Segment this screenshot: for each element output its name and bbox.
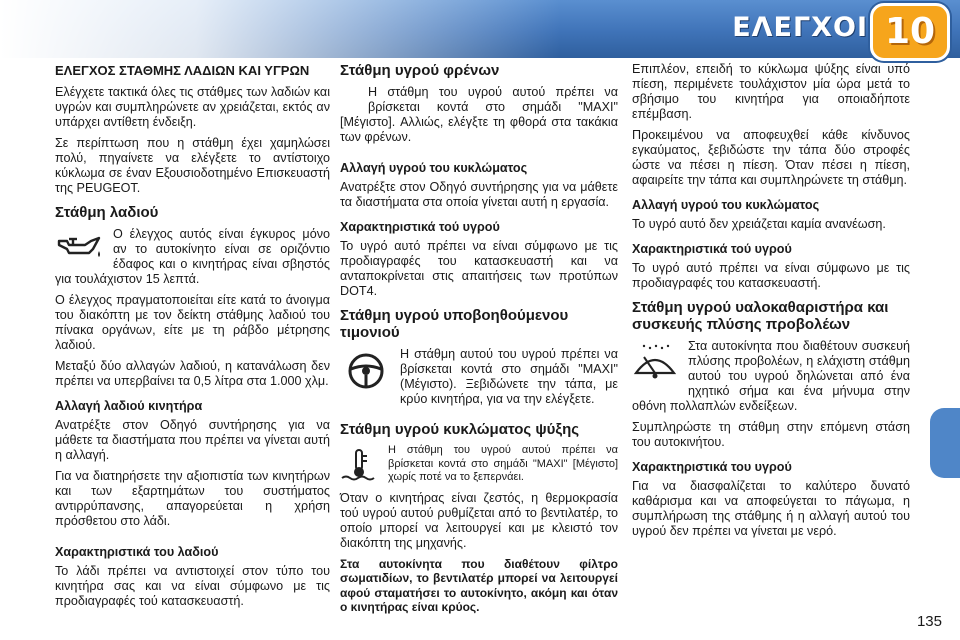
windscreen-washer-icon	[632, 343, 678, 384]
intro-paragraph: Ελέγχετε τακτικά όλες τις στάθμες των λαδιών και υγρών και συμπληρώνετε αν χρειάζεται, εκτός αν υπάρχει αντίθετη ένδειξη.	[55, 85, 330, 129]
paragraph: Για να διασφαλίζεται το καλύτερο δυνατό καθάρισμα και να αποφεύγεται το πάγωμα, η συμπλήρωση της στάθμης ή η αλλαγή αυτού του υγρού δεν πρέπει να γίνεται με νερό.	[632, 479, 910, 538]
paragraph: Το υγρό αυτό δεν χρειάζεται καμία ανανέωση.	[632, 217, 886, 231]
paragraph: Προκειμένου να αποφευχθεί κάθε κίνδυνος εγκαύματος, ξεβιδώστε την τάπα δύο στροφές ώστε να πέσει η πίεση. Όταν πέσει η πίεση, αφαιρείτε την τάπα και συμπληρώνετε τη στάθμη.	[632, 128, 910, 187]
section-heading: ΕΛΕΓΧΟΣ ΣΤΑΘΜΗΣ ΛΑΔΙΩΝ ΚΑΙ ΥΓΡΩΝ	[55, 63, 310, 78]
subheading: Χαρακτηριστικά του λαδιού	[55, 545, 219, 559]
paragraph: Μεταξύ δύο αλλαγών λαδιού, η κατανάλωση δεν πρέπει να υπερβαίνει τα 0,5 λίτρα στα 1.000 χλμ.	[55, 359, 330, 388]
intro-paragraph: Σε περίπτωση που η στάθμη έχει χαμηλώσει πολύ, πηγαίνετε να ελέγξετε το αντίστοιχο κύκλωμα σε έναν Εξουσιοδοτημένο Επισκευαστή της PEUGEOT.	[55, 136, 330, 195]
brake-fluid-heading: Στάθμη υγρού φρένων	[340, 62, 500, 79]
paragraph: Ανατρέξτε στον Οδηγό συντήρησης για να μάθετε τα διαστήματα που πρέπει να γίνεται αυτή η αλλαγή.	[55, 418, 330, 462]
chapter-badge	[870, 3, 950, 61]
paragraph: Το λάδι πρέπει να αντιστοιχεί στον τύπο του κινητήρα σας και να είναι σύμφωνο με τις προδιαγραφές τού κατασκευαστή.	[55, 564, 330, 608]
washer-fluid-block	[632, 339, 910, 420]
page-number: 135	[916, 613, 942, 630]
paragraph: Στα αυτοκίνητα που διαθέτουν συσκευή πλύσης προβολέων, η ελάχιστη στάθμη αυτού του υγρού δηλώνεται από ένα ηχητικό σήμα και ένα μήνυμα στην οθόνη πολλαπλών ενδείξεων.	[632, 339, 910, 413]
washer-fluid-heading: Στάθμη υγρού υαλοκαθαριστήρα και συσκευής πλύσης προβολέων	[632, 299, 889, 333]
paragraph: Ο έλεγχος αυτός είναι έγκυρος μόνο αν το αυτοκίνητο είναι σε οριζόντιο έδαφος και ο κινητήρας είναι σβηστός για τουλάχιστον 15 λεπτά.	[55, 227, 330, 286]
paragraph: Συμπληρώστε τη στάθμη στην επόμενη στάση του αυτοκινήτου.	[632, 420, 910, 449]
subheading: Χαρακτηριστικά τού υγρού	[340, 220, 500, 234]
subheading: Χαρακτηριστικά τού υγρού	[632, 242, 792, 256]
chapter-number: 10	[884, 11, 936, 52]
coolant-temperature-icon	[340, 448, 378, 487]
paragraph: Η στάθμη αυτού του υγρού πρέπει να βρίσκεται κοντά στο σημάδι "MAXI" (Μέγιστο). Ξεβιδώνετε την τάπα, με κρύο κινητήρα, για να την ελέγξετε.	[400, 347, 618, 406]
column-1	[55, 62, 330, 615]
coolant-heading: Στάθμη υγρού κυκλώματος ψύξης	[340, 421, 580, 438]
oil-can-icon	[55, 231, 103, 266]
note-paragraph: Η στάθμη του υγρού αυτού πρέπει να βρίσκεται κοντά στο σημάδι "MAXI" [Μέγιστο] χωρίς ποτέ να το ξεπερνάει.	[388, 444, 618, 483]
subheading: Αλλαγή υγρού του κυκλώματος	[632, 198, 820, 212]
paragraph: Το υγρό αυτό πρέπει να είναι σύμφωνο με τις προδιαγραφές του κατασκευαστή.	[632, 261, 910, 290]
subheading: Αλλαγή λαδιού κινητήρα	[55, 399, 203, 413]
coolant-block	[340, 444, 618, 491]
paragraph: Για να διατηρήσετε την αξιοπιστία των κινητήρων και των εξαρτημάτων του συστήματος αντιρρύπανσης, απαγορεύεται η χρήση πρόσθετου στο λάδι.	[55, 469, 330, 528]
chapter-title: ΕΛΕΓΧΟΙ	[732, 12, 868, 43]
steering-wheel-icon	[346, 351, 386, 396]
header-fade	[0, 0, 560, 58]
subheading: Αλλαγή υγρού του κυκλώματος	[340, 161, 528, 175]
warning-paragraph: Στα αυτοκίνητα που διαθέτουν φίλτρο σωματιδίων, το βεντιλατέρ μπορεί να λειτουργεί αφού σταματήσει το αυτοκίνητο, ακόμη και όταν ο κινητήρας είναι κρύος.	[340, 556, 618, 614]
paragraph: Ανατρέξτε στον Οδηγό συντήρησης για να μάθετε τα διαστήματα στα οποία γίνεται αυτή η εργασία.	[340, 180, 618, 209]
paragraph: Όταν ο κινητήρας είναι ζεστός, η θερμοκρασία τού υγρού αυτού ρυθμίζεται από το βεντιλατέρ, το οποίο μπορεί να λειτουργεί και με κλειστό τον διακόπτη της μηχανής.	[340, 490, 618, 550]
paragraph: Το υγρό αυτό πρέπει να είναι σύμφωνο με τις προδιαγραφές του κατασκευαστή και να ανταποκρίνεται στις απαιτήσεις των προτύπων DOT4.	[340, 239, 618, 298]
oil-level-block	[55, 227, 330, 293]
column-2	[340, 62, 618, 621]
brake-fluid-icon	[340, 89, 362, 99]
paragraph: Ο έλεγχος πραγματοποιείται είτε κατά το άνοιγμα του διακόπτη με τον δείκτη στάθμης λαδιού του πίνακα οργάνων, είτε με τη ράβδο μέτρησης λαδιού.	[55, 293, 330, 352]
steering-fluid-block	[340, 347, 618, 413]
steering-fluid-heading: Στάθμη υγρού υποβοηθούμενου τιμονιού	[340, 307, 569, 341]
column-3	[632, 62, 910, 545]
oil-level-heading: Στάθμη λαδιού	[55, 204, 159, 221]
paragraph: Η στάθμη του υγρού αυτού πρέπει να βρίσκεται κοντά στο σημάδι "MAXI" [Μέγιστο]. Αλλιώς, ελέγξτε τη φθορά στα τακάκια των φρένων.	[340, 85, 618, 144]
subheading: Χαρακτηριστικά του υγρού	[632, 460, 792, 474]
brake-fluid-block	[340, 85, 618, 151]
paragraph: Επιπλέον, επειδή το κύκλωμα ψύξης είναι υπό πίεση, περιμένετε τουλάχιστον μία ώρα μετά το σβήσιμο του κινητήρα για οποιαδήποτε επέμβαση.	[632, 62, 910, 121]
side-tab	[930, 408, 960, 478]
